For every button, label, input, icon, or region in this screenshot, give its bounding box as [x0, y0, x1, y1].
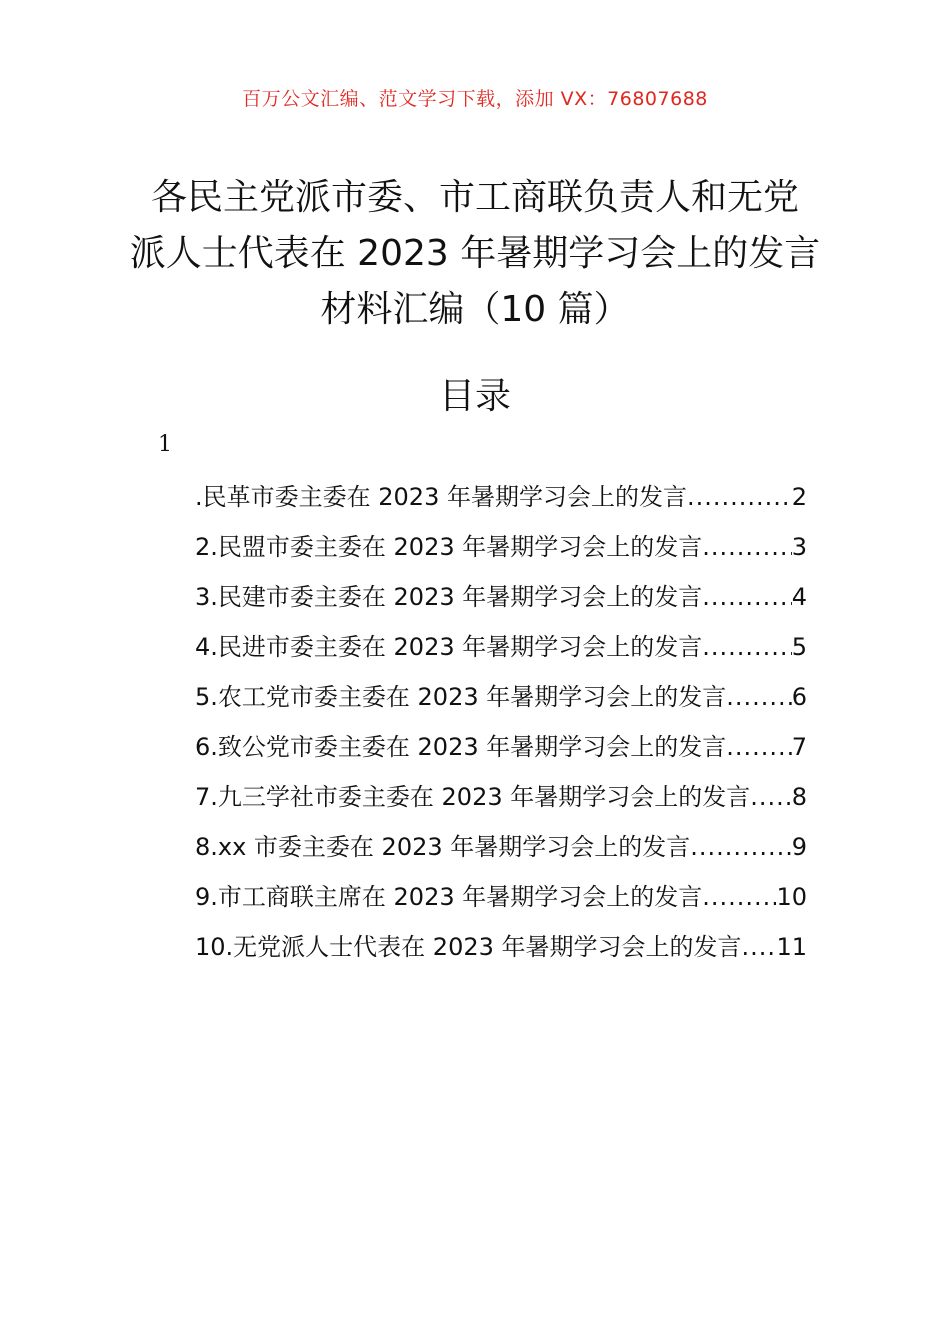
toc-item-page: 3	[791, 533, 807, 561]
toc-item-text: 5.农工党市委主委在 2023 年暑期学习会上的发言	[195, 683, 727, 711]
title-line-3: 材料汇编（10 篇）	[320, 289, 630, 330]
toc-leader-dots	[726, 722, 791, 772]
toc-leader-dots	[702, 522, 791, 572]
toc-item[interactable]	[195, 472, 807, 522]
document-title	[100, 170, 850, 338]
toc-item[interactable]	[195, 822, 807, 872]
toc-item-text: 3.民建市委主委在 2023 年暑期学习会上的发言	[195, 583, 703, 611]
download-banner: 百万公文汇编、范文学习下载，添加 VX：76807688	[242, 88, 708, 110]
toc-item-text: 4.民进市委主委在 2023 年暑期学习会上的发言	[195, 633, 703, 661]
title-line-2: 派人士代表在 2023 年暑期学习会上的发言	[129, 233, 821, 274]
toc-item[interactable]	[195, 622, 807, 672]
toc-item[interactable]	[195, 772, 807, 822]
toc-item-text: 6.致公党市委主委在 2023 年暑期学习会上的发言	[195, 733, 727, 761]
toc-item-text: 8.xx 市委主委在 2023 年暑期学习会上的发言	[195, 833, 691, 861]
toc-item-page: 10	[776, 883, 807, 911]
toc-item[interactable]	[195, 722, 807, 772]
toc-leader-dots	[702, 622, 791, 672]
toc-leader-dots	[690, 822, 791, 872]
toc-leader-dots	[742, 922, 777, 972]
toc-item-page: 4	[791, 583, 807, 611]
toc-leader-dots	[702, 572, 791, 622]
toc-leader-dots	[702, 872, 776, 922]
toc-item-page: 9	[791, 833, 807, 861]
toc-item-text: 10.无党派人士代表在 2023 年暑期学习会上的发言	[195, 933, 742, 961]
toc-stray-number: 1	[158, 432, 172, 457]
toc-leader-dots	[687, 472, 792, 522]
toc-item[interactable]	[195, 672, 807, 722]
toc-item-text: 7.九三学社市委主委在 2023 年暑期学习会上的发言	[195, 783, 751, 811]
toc-leader-dots	[750, 772, 791, 822]
toc-item-page: 7	[791, 733, 807, 761]
toc-item-text: 9.市工商联主席在 2023 年暑期学习会上的发言	[195, 883, 703, 911]
toc-item-page: 11	[776, 933, 807, 961]
toc-item-page: 5	[791, 633, 807, 661]
toc-item-page: 6	[791, 683, 807, 711]
toc-leader-dots	[726, 672, 791, 722]
toc-item-text: .民革市委主委在 2023 年暑期学习会上的发言	[195, 483, 687, 511]
toc-item-page: 8	[791, 783, 807, 811]
toc-item[interactable]	[195, 572, 807, 622]
toc-item-page: 2	[791, 483, 807, 511]
toc-item-text: 2.民盟市委主委在 2023 年暑期学习会上的发言	[195, 533, 703, 561]
toc-item[interactable]	[195, 872, 807, 922]
toc-item[interactable]	[195, 522, 807, 572]
title-line-1: 各民主党派市委、市工商联负责人和无党	[150, 177, 799, 218]
toc-item[interactable]	[195, 922, 807, 972]
toc-heading: 目录	[438, 376, 511, 417]
table-of-contents	[195, 472, 807, 972]
